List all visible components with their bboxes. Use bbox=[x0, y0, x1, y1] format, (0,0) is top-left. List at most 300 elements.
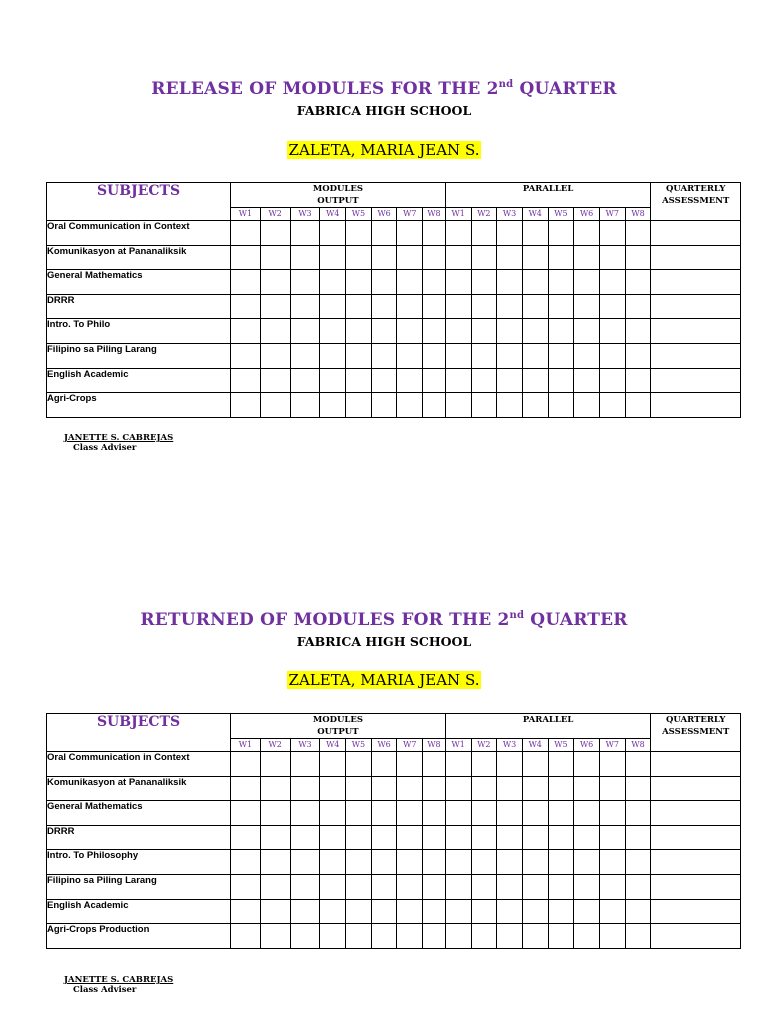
week-entry-cell[interactable] bbox=[290, 245, 320, 270]
assessment-entry-cell[interactable] bbox=[651, 776, 741, 801]
week-entry-cell[interactable] bbox=[320, 801, 346, 826]
week-entry-cell[interactable] bbox=[260, 850, 290, 875]
week-entry-cell[interactable] bbox=[290, 294, 320, 319]
week-entry-cell[interactable] bbox=[290, 221, 320, 246]
week-entry-cell[interactable] bbox=[522, 850, 548, 875]
week-entry-cell[interactable] bbox=[397, 270, 423, 295]
week-entry-cell[interactable] bbox=[290, 752, 320, 777]
week-entry-cell[interactable] bbox=[346, 874, 372, 899]
week-entry-cell[interactable] bbox=[397, 924, 423, 949]
week-entry-cell[interactable] bbox=[497, 221, 523, 246]
week-entry-cell[interactable] bbox=[260, 319, 290, 344]
week-entry-cell[interactable] bbox=[231, 245, 261, 270]
week-entry-cell[interactable] bbox=[599, 899, 625, 924]
week-entry-cell[interactable] bbox=[445, 343, 471, 368]
week-entry-cell[interactable] bbox=[231, 368, 261, 393]
subject-name: Komunikasyon at Pananaliksik bbox=[47, 776, 231, 801]
week-entry-cell[interactable] bbox=[320, 899, 346, 924]
week-entry-cell[interactable] bbox=[471, 393, 497, 418]
week-entry-cell[interactable] bbox=[599, 368, 625, 393]
week-entry-cell[interactable] bbox=[548, 801, 574, 826]
week-entry-cell[interactable] bbox=[548, 221, 574, 246]
week-entry-cell[interactable] bbox=[574, 221, 600, 246]
week-entry-cell[interactable] bbox=[320, 221, 346, 246]
week-entry-cell[interactable] bbox=[397, 776, 423, 801]
assessment-entry-cell[interactable] bbox=[651, 270, 741, 295]
week-entry-cell[interactable] bbox=[599, 825, 625, 850]
student-name-wrap bbox=[0, 670, 768, 689]
week-header-cell: W4 bbox=[320, 739, 346, 752]
week-entry-cell[interactable] bbox=[471, 825, 497, 850]
week-entry-cell[interactable] bbox=[260, 801, 290, 826]
week-entry-cell[interactable] bbox=[423, 825, 446, 850]
week-entry-cell[interactable] bbox=[548, 319, 574, 344]
week-entry-cell[interactable] bbox=[497, 270, 523, 295]
week-entry-cell[interactable] bbox=[599, 221, 625, 246]
week-entry-cell[interactable] bbox=[599, 924, 625, 949]
week-entry-cell[interactable] bbox=[397, 221, 423, 246]
week-entry-cell[interactable] bbox=[320, 850, 346, 875]
week-entry-cell[interactable] bbox=[231, 825, 261, 850]
week-entry-cell[interactable] bbox=[574, 319, 600, 344]
week-entry-cell[interactable] bbox=[290, 343, 320, 368]
week-entry-cell[interactable] bbox=[397, 245, 423, 270]
week-entry-cell[interactable] bbox=[522, 752, 548, 777]
week-entry-cell[interactable] bbox=[599, 776, 625, 801]
week-entry-cell[interactable] bbox=[548, 245, 574, 270]
week-entry-cell[interactable] bbox=[548, 924, 574, 949]
week-entry-cell[interactable] bbox=[471, 343, 497, 368]
week-entry-cell[interactable] bbox=[346, 343, 372, 368]
week-entry-cell[interactable] bbox=[290, 825, 320, 850]
week-header-cell: W8 bbox=[625, 739, 651, 752]
week-entry-cell[interactable] bbox=[625, 776, 651, 801]
week-entry-cell[interactable] bbox=[599, 874, 625, 899]
week-entry-cell[interactable] bbox=[397, 801, 423, 826]
week-entry-cell[interactable] bbox=[290, 270, 320, 295]
week-entry-cell[interactable] bbox=[471, 221, 497, 246]
student-name: ZALETA, MARIA JEAN S. bbox=[288, 671, 480, 689]
week-entry-cell[interactable] bbox=[346, 752, 372, 777]
week-entry-cell[interactable] bbox=[320, 776, 346, 801]
assessment-entry-cell[interactable] bbox=[651, 294, 741, 319]
week-entry-cell[interactable] bbox=[320, 319, 346, 344]
subject-row bbox=[47, 752, 741, 777]
week-entry-cell[interactable] bbox=[260, 776, 290, 801]
assessment-entry-cell[interactable] bbox=[651, 850, 741, 875]
week-entry-cell[interactable] bbox=[423, 343, 446, 368]
week-entry-cell[interactable] bbox=[397, 294, 423, 319]
week-entry-cell[interactable] bbox=[371, 393, 397, 418]
week-entry-cell[interactable] bbox=[371, 270, 397, 295]
week-entry-cell[interactable] bbox=[497, 899, 523, 924]
week-entry-cell[interactable] bbox=[397, 899, 423, 924]
week-entry-cell[interactable] bbox=[346, 221, 372, 246]
week-entry-cell[interactable] bbox=[397, 850, 423, 875]
week-entry-cell[interactable] bbox=[548, 393, 574, 418]
week-entry-cell[interactable] bbox=[471, 270, 497, 295]
week-entry-cell[interactable] bbox=[371, 752, 397, 777]
assessment-entry-cell[interactable] bbox=[651, 393, 741, 418]
subjects-header: SUBJECTS bbox=[47, 714, 231, 752]
week-entry-cell[interactable] bbox=[423, 221, 446, 246]
week-entry-cell[interactable] bbox=[346, 245, 372, 270]
modules-output-header: MODULES OUTPUT bbox=[231, 183, 446, 208]
subject-name: English Academic bbox=[47, 899, 231, 924]
week-entry-cell[interactable] bbox=[231, 874, 261, 899]
week-entry-cell[interactable] bbox=[423, 319, 446, 344]
week-entry-cell[interactable] bbox=[423, 270, 446, 295]
week-header-cell: W6 bbox=[371, 739, 397, 752]
week-entry-cell[interactable] bbox=[371, 294, 397, 319]
assessment-entry-cell[interactable] bbox=[651, 752, 741, 777]
week-entry-cell[interactable] bbox=[522, 319, 548, 344]
week-entry-cell[interactable] bbox=[371, 924, 397, 949]
week-entry-cell[interactable] bbox=[522, 343, 548, 368]
week-entry-cell[interactable] bbox=[231, 899, 261, 924]
week-entry-cell[interactable] bbox=[497, 825, 523, 850]
week-entry-cell[interactable] bbox=[371, 801, 397, 826]
assessment-entry-cell[interactable] bbox=[651, 368, 741, 393]
week-entry-cell[interactable] bbox=[423, 899, 446, 924]
week-entry-cell[interactable] bbox=[497, 924, 523, 949]
week-entry-cell[interactable] bbox=[423, 393, 446, 418]
week-entry-cell[interactable] bbox=[574, 393, 600, 418]
week-entry-cell[interactable] bbox=[260, 270, 290, 295]
week-entry-cell[interactable] bbox=[231, 319, 261, 344]
week-entry-cell[interactable] bbox=[445, 393, 471, 418]
week-entry-cell[interactable] bbox=[371, 850, 397, 875]
week-entry-cell[interactable] bbox=[260, 368, 290, 393]
week-entry-cell[interactable] bbox=[445, 294, 471, 319]
week-entry-cell[interactable] bbox=[445, 801, 471, 826]
week-entry-cell[interactable] bbox=[548, 752, 574, 777]
week-entry-cell[interactable] bbox=[471, 319, 497, 344]
week-entry-cell[interactable] bbox=[548, 850, 574, 875]
week-header-cell: W3 bbox=[290, 208, 320, 221]
week-entry-cell[interactable] bbox=[471, 245, 497, 270]
week-entry-cell[interactable] bbox=[290, 319, 320, 344]
week-entry-cell[interactable] bbox=[320, 393, 346, 418]
week-entry-cell[interactable] bbox=[445, 924, 471, 949]
week-entry-cell[interactable] bbox=[574, 343, 600, 368]
week-entry-cell[interactable] bbox=[290, 776, 320, 801]
week-entry-cell[interactable] bbox=[522, 221, 548, 246]
week-entry-cell[interactable] bbox=[574, 245, 600, 270]
week-entry-cell[interactable] bbox=[260, 825, 290, 850]
week-entry-cell[interactable] bbox=[371, 776, 397, 801]
subject-name: DRRR bbox=[47, 825, 231, 850]
week-entry-cell[interactable] bbox=[574, 850, 600, 875]
week-entry-cell[interactable] bbox=[574, 899, 600, 924]
week-entry-cell[interactable] bbox=[497, 850, 523, 875]
week-entry-cell[interactable] bbox=[497, 319, 523, 344]
week-entry-cell[interactable] bbox=[522, 899, 548, 924]
week-entry-cell[interactable] bbox=[471, 899, 497, 924]
week-header-cell: W8 bbox=[423, 739, 446, 752]
week-entry-cell[interactable] bbox=[290, 368, 320, 393]
week-entry-cell[interactable] bbox=[290, 801, 320, 826]
week-entry-cell[interactable] bbox=[445, 752, 471, 777]
week-entry-cell[interactable] bbox=[445, 245, 471, 270]
week-entry-cell[interactable] bbox=[574, 825, 600, 850]
week-entry-cell[interactable] bbox=[423, 924, 446, 949]
quarterly-assessment-header: QUARTERLY ASSESSMENT bbox=[651, 714, 741, 752]
assessment-entry-cell[interactable] bbox=[651, 319, 741, 344]
assessment-entry-cell[interactable] bbox=[651, 343, 741, 368]
week-entry-cell[interactable] bbox=[548, 368, 574, 393]
week-entry-cell[interactable] bbox=[471, 924, 497, 949]
week-entry-cell[interactable] bbox=[574, 294, 600, 319]
week-entry-cell[interactable] bbox=[599, 752, 625, 777]
week-entry-cell[interactable] bbox=[497, 752, 523, 777]
week-entry-cell[interactable] bbox=[231, 776, 261, 801]
week-entry-cell[interactable] bbox=[445, 850, 471, 875]
week-entry-cell[interactable] bbox=[423, 874, 446, 899]
week-entry-cell[interactable] bbox=[522, 924, 548, 949]
week-entry-cell[interactable] bbox=[599, 294, 625, 319]
week-entry-cell[interactable] bbox=[445, 825, 471, 850]
week-entry-cell[interactable] bbox=[625, 368, 651, 393]
week-entry-cell[interactable] bbox=[625, 924, 651, 949]
week-entry-cell[interactable] bbox=[522, 294, 548, 319]
assessment-entry-cell[interactable] bbox=[651, 874, 741, 899]
school-name: FABRICA HIGH SCHOOL bbox=[296, 634, 472, 649]
week-entry-cell[interactable] bbox=[574, 270, 600, 295]
week-entry-cell[interactable] bbox=[371, 245, 397, 270]
week-entry-cell[interactable] bbox=[320, 825, 346, 850]
week-entry-cell[interactable] bbox=[231, 343, 261, 368]
week-entry-cell[interactable] bbox=[497, 801, 523, 826]
week-entry-cell[interactable] bbox=[231, 221, 261, 246]
week-entry-cell[interactable] bbox=[625, 899, 651, 924]
week-entry-cell[interactable] bbox=[471, 368, 497, 393]
week-entry-cell[interactable] bbox=[548, 294, 574, 319]
assessment-entry-cell[interactable] bbox=[651, 221, 741, 246]
week-entry-cell[interactable] bbox=[371, 221, 397, 246]
week-entry-cell[interactable] bbox=[346, 270, 372, 295]
week-entry-cell[interactable] bbox=[423, 801, 446, 826]
week-entry-cell[interactable] bbox=[346, 825, 372, 850]
week-entry-cell[interactable] bbox=[320, 270, 346, 295]
week-entry-cell[interactable] bbox=[290, 874, 320, 899]
assessment-entry-cell[interactable] bbox=[651, 825, 741, 850]
week-entry-cell[interactable] bbox=[320, 874, 346, 899]
week-header-cell: W7 bbox=[599, 208, 625, 221]
week-entry-cell[interactable] bbox=[574, 752, 600, 777]
week-entry-cell[interactable] bbox=[260, 343, 290, 368]
week-entry-cell[interactable] bbox=[599, 801, 625, 826]
week-entry-cell[interactable] bbox=[522, 776, 548, 801]
week-entry-cell[interactable] bbox=[423, 245, 446, 270]
week-entry-cell[interactable] bbox=[522, 393, 548, 418]
week-entry-cell[interactable] bbox=[346, 294, 372, 319]
week-entry-cell[interactable] bbox=[548, 874, 574, 899]
week-entry-cell[interactable] bbox=[445, 221, 471, 246]
week-entry-cell[interactable] bbox=[497, 776, 523, 801]
week-entry-cell[interactable] bbox=[260, 924, 290, 949]
week-entry-cell[interactable] bbox=[548, 270, 574, 295]
week-entry-cell[interactable] bbox=[260, 752, 290, 777]
week-entry-cell[interactable] bbox=[599, 270, 625, 295]
week-entry-cell[interactable] bbox=[397, 319, 423, 344]
week-header-cell: W5 bbox=[346, 739, 372, 752]
parallel-header: PARALLEL bbox=[445, 714, 651, 739]
week-entry-cell[interactable] bbox=[497, 393, 523, 418]
week-entry-cell[interactable] bbox=[497, 874, 523, 899]
week-entry-cell[interactable] bbox=[497, 294, 523, 319]
week-entry-cell[interactable] bbox=[397, 825, 423, 850]
week-entry-cell[interactable] bbox=[445, 899, 471, 924]
week-entry-cell[interactable] bbox=[625, 825, 651, 850]
week-entry-cell[interactable] bbox=[574, 776, 600, 801]
week-entry-cell[interactable] bbox=[625, 221, 651, 246]
week-entry-cell[interactable] bbox=[625, 245, 651, 270]
week-entry-cell[interactable] bbox=[260, 245, 290, 270]
week-entry-cell[interactable] bbox=[346, 850, 372, 875]
week-entry-cell[interactable] bbox=[260, 393, 290, 418]
week-entry-cell[interactable] bbox=[574, 924, 600, 949]
school-name: FABRICA HIGH SCHOOL bbox=[296, 103, 472, 118]
week-entry-cell[interactable] bbox=[346, 368, 372, 393]
week-entry-cell[interactable] bbox=[231, 393, 261, 418]
week-entry-cell[interactable] bbox=[625, 752, 651, 777]
week-header-cell: W2 bbox=[260, 208, 290, 221]
week-entry-cell[interactable] bbox=[231, 752, 261, 777]
week-entry-cell[interactable] bbox=[231, 850, 261, 875]
week-header-cell: W6 bbox=[371, 208, 397, 221]
week-entry-cell[interactable] bbox=[625, 801, 651, 826]
week-entry-cell[interactable] bbox=[497, 245, 523, 270]
week-entry-cell[interactable] bbox=[423, 752, 446, 777]
assessment-entry-cell[interactable] bbox=[651, 924, 741, 949]
week-entry-cell[interactable] bbox=[260, 221, 290, 246]
week-entry-cell[interactable] bbox=[260, 874, 290, 899]
week-entry-cell[interactable] bbox=[625, 294, 651, 319]
week-entry-cell[interactable] bbox=[231, 294, 261, 319]
week-entry-cell[interactable] bbox=[397, 752, 423, 777]
week-entry-cell[interactable] bbox=[423, 294, 446, 319]
week-entry-cell[interactable] bbox=[599, 343, 625, 368]
week-entry-cell[interactable] bbox=[290, 924, 320, 949]
week-entry-cell[interactable] bbox=[574, 368, 600, 393]
week-entry-cell[interactable] bbox=[371, 874, 397, 899]
week-entry-cell[interactable] bbox=[548, 776, 574, 801]
week-entry-cell[interactable] bbox=[625, 850, 651, 875]
week-entry-cell[interactable] bbox=[522, 245, 548, 270]
week-entry-cell[interactable] bbox=[371, 368, 397, 393]
week-entry-cell[interactable] bbox=[522, 825, 548, 850]
week-entry-cell[interactable] bbox=[625, 343, 651, 368]
week-entry-cell[interactable] bbox=[599, 393, 625, 418]
week-entry-cell[interactable] bbox=[423, 776, 446, 801]
week-entry-cell[interactable] bbox=[371, 825, 397, 850]
assessment-entry-cell[interactable] bbox=[651, 801, 741, 826]
week-entry-cell[interactable] bbox=[574, 801, 600, 826]
week-header-cell: W3 bbox=[497, 739, 523, 752]
week-entry-cell[interactable] bbox=[471, 850, 497, 875]
week-entry-cell[interactable] bbox=[445, 874, 471, 899]
week-entry-cell[interactable] bbox=[423, 850, 446, 875]
week-entry-cell[interactable] bbox=[522, 801, 548, 826]
week-entry-cell[interactable] bbox=[397, 343, 423, 368]
week-entry-cell[interactable] bbox=[445, 776, 471, 801]
week-entry-cell[interactable] bbox=[548, 899, 574, 924]
week-entry-cell[interactable] bbox=[599, 319, 625, 344]
week-entry-cell[interactable] bbox=[497, 343, 523, 368]
week-entry-cell[interactable] bbox=[290, 850, 320, 875]
week-entry-cell[interactable] bbox=[290, 899, 320, 924]
week-entry-cell[interactable] bbox=[346, 776, 372, 801]
week-entry-cell[interactable] bbox=[231, 801, 261, 826]
week-entry-cell[interactable] bbox=[231, 924, 261, 949]
week-header-cell: W1 bbox=[445, 208, 471, 221]
assessment-entry-cell[interactable] bbox=[651, 899, 741, 924]
week-entry-cell[interactable] bbox=[346, 899, 372, 924]
week-entry-cell[interactable] bbox=[625, 319, 651, 344]
week-entry-cell[interactable] bbox=[471, 776, 497, 801]
subject-row bbox=[47, 850, 741, 875]
week-entry-cell[interactable] bbox=[445, 368, 471, 393]
week-entry-cell[interactable] bbox=[346, 801, 372, 826]
week-entry-cell[interactable] bbox=[320, 245, 346, 270]
week-entry-cell[interactable] bbox=[371, 899, 397, 924]
week-entry-cell[interactable] bbox=[599, 245, 625, 270]
week-entry-cell[interactable] bbox=[346, 319, 372, 344]
week-entry-cell[interactable] bbox=[497, 368, 523, 393]
week-entry-cell[interactable] bbox=[290, 393, 320, 418]
week-entry-cell[interactable] bbox=[522, 368, 548, 393]
week-entry-cell[interactable] bbox=[445, 319, 471, 344]
week-entry-cell[interactable] bbox=[260, 294, 290, 319]
week-entry-cell[interactable] bbox=[574, 874, 600, 899]
week-entry-cell[interactable] bbox=[371, 343, 397, 368]
week-entry-cell[interactable] bbox=[599, 850, 625, 875]
week-entry-cell[interactable] bbox=[346, 393, 372, 418]
week-entry-cell[interactable] bbox=[522, 874, 548, 899]
week-entry-cell[interactable] bbox=[397, 393, 423, 418]
week-entry-cell[interactable] bbox=[522, 270, 548, 295]
week-entry-cell[interactable] bbox=[471, 294, 497, 319]
week-entry-cell[interactable] bbox=[260, 899, 290, 924]
week-entry-cell[interactable] bbox=[320, 752, 346, 777]
week-entry-cell[interactable] bbox=[320, 343, 346, 368]
subject-row bbox=[47, 294, 741, 319]
modules-table bbox=[46, 713, 741, 949]
week-header-cell: W4 bbox=[522, 208, 548, 221]
week-entry-cell[interactable] bbox=[548, 825, 574, 850]
week-entry-cell[interactable] bbox=[548, 343, 574, 368]
week-entry-cell[interactable] bbox=[371, 319, 397, 344]
week-entry-cell[interactable] bbox=[346, 924, 372, 949]
week-entry-cell[interactable] bbox=[320, 924, 346, 949]
week-entry-cell[interactable] bbox=[397, 368, 423, 393]
week-entry-cell[interactable] bbox=[397, 874, 423, 899]
week-entry-cell[interactable] bbox=[625, 874, 651, 899]
week-entry-cell[interactable] bbox=[445, 270, 471, 295]
week-entry-cell[interactable] bbox=[320, 368, 346, 393]
week-entry-cell[interactable] bbox=[471, 874, 497, 899]
assessment-entry-cell[interactable] bbox=[651, 245, 741, 270]
week-entry-cell[interactable] bbox=[625, 393, 651, 418]
subject-name: Komunikasyon at Pananaliksik bbox=[47, 245, 231, 270]
week-entry-cell[interactable] bbox=[471, 752, 497, 777]
week-entry-cell[interactable] bbox=[471, 801, 497, 826]
week-entry-cell[interactable] bbox=[320, 294, 346, 319]
week-entry-cell[interactable] bbox=[625, 270, 651, 295]
week-entry-cell[interactable] bbox=[231, 270, 261, 295]
week-entry-cell[interactable] bbox=[423, 368, 446, 393]
